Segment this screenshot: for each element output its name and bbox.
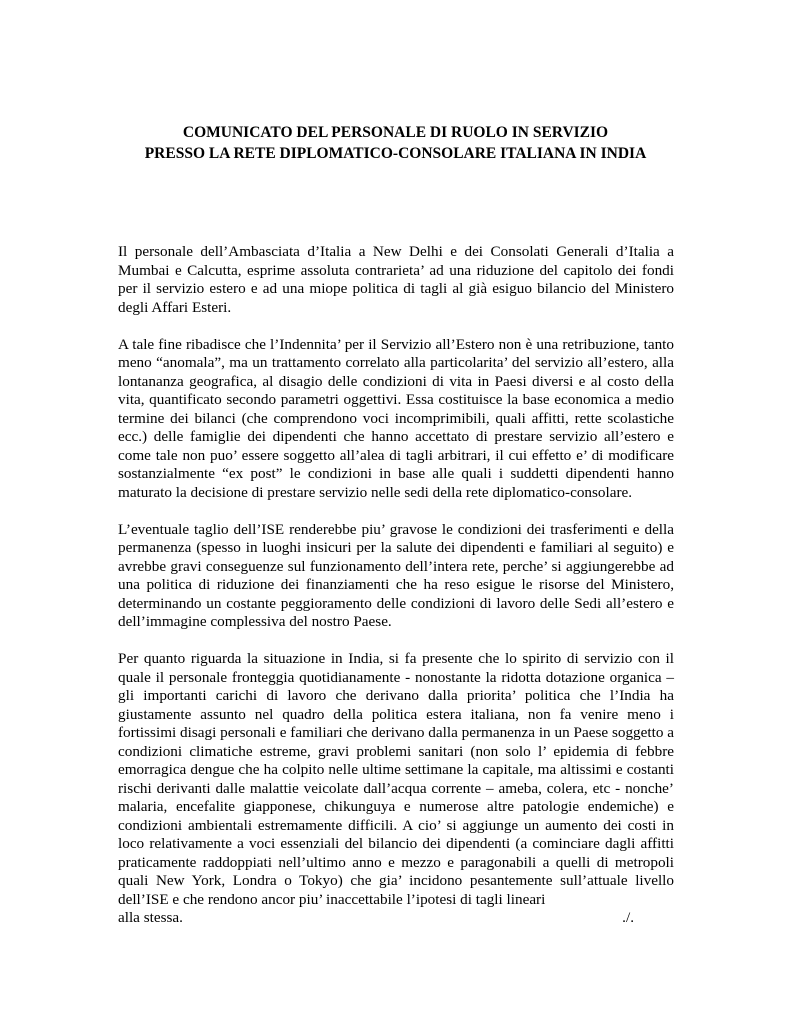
paragraph-2: A tale fine ribadisce che l’Indennita’ per il Servizio all’Estero non è una retribuzione, tanto meno “anomala”, ma un trattamento correlato alla particolarita’ del servizio all’estero, alla lontananza geografica, al disagio delle condizioni di vita in Paesi diversi e al costo della vita, quantificato secondo parametri oggettivi. Essa costituisce la base economica a medio termine dei bilanci (che comprendono voci incomprimibili, quali affitti, rette scolastiche ecc.) delle famiglie dei dipendenti che hanno accettato di prestare servizio all’estero e come tale non puo’ essere soggetto all’alea di tagli arbitrari, il cui effetto e’ di modificare sostanzialmente “ex post” le condizioni in base alle quali i suddetti dipendenti hanno maturato la decisione di prestare servizio nelle sedi della rete diplomatico-consolare.	[118, 335, 674, 501]
paragraph-3: L’eventuale taglio dell’ISE renderebbe piu’ gravose le condizioni dei trasferimenti e della permanenza (spesso in luoghi insicuri per la salute dei dipendenti e familiari al seguito) e avrebbe gravi conseguenze sul funzionamento dell’intera rete, perche’ si aggiungerebbe ad una politica di riduzione dei finanziamenti che ha reso esigue le risorse del Ministero, determinando un costante peggioramento delle condizioni di lavoro delle Sedi all’estero e dell’immagine complessiva del nostro Paese.	[118, 520, 674, 630]
continuation-mark: ./.	[622, 909, 634, 926]
paragraph-4: Per quanto riguarda la situazione in India, si fa presente che lo spirito di servizio con il quale il personale fronteggia quotidianamente - nonostante la ridotta dotazione organica – gli importanti carichi di lavoro che derivano dalla priorita’ politica che l’India ha giustamente assunto nel quadro della politica estera italiana, non fa venire meno i fortissimi disagi personali e familiari che derivano dalla permanenza in un Paese soggetto a condizioni climatiche estreme, gravi problemi sanitari (non solo l’ epidemia di febbre emorragica dengue che ha colpito nelle ultime settimane la capitale, ma altissimi e costanti rischi derivanti dalle malattie veicolate dall’acqua corrente – ameba, colera, etc - nonche’ malaria, encefalite giapponese, chikunguya e numerose altre patologie endemiche) e condizioni ambientali estremamente difficili. A cio’ si aggiunge un aumento dei costi in loco relativamente a voci essenziali del bilancio dei dipendenti (a cominciare dagli affitti praticamente raddoppiati nell’ultimo anno e mezzo e paragonabili a quelli di metropoli quali New York, Londra o Tokyo) che gia’ incidono pesantemente sull’attuale livello dell’ISE e che rendono ancor piu’ inaccettabile l’ipotesi di tagli lineari	[118, 650, 674, 908]
last-line-text: alla stessa.	[118, 909, 183, 926]
document-title-line-1: COMUNICATO DEL PERSONALE DI RUOLO IN SERVIZIO	[182, 124, 609, 141]
paragraph-4-last-line	[118, 909, 674, 928]
document-title-line-2: PRESSO LA RETE DIPLOMATICO-CONSOLARE ITALIANA IN INDIA	[144, 145, 647, 162]
document-body	[118, 243, 674, 928]
paragraph-1: Il personale dell’Ambasciata d’Italia a New Delhi e dei Consolati Generali d’Italia a Mumbai e Calcutta, esprime assoluta contrarieta’ ad una riduzione del capitolo dei fondi per il servizio estero e ad una miope politica di tagli al già esiguo bilancio del Ministero degli Affari Esteri.	[118, 243, 674, 316]
